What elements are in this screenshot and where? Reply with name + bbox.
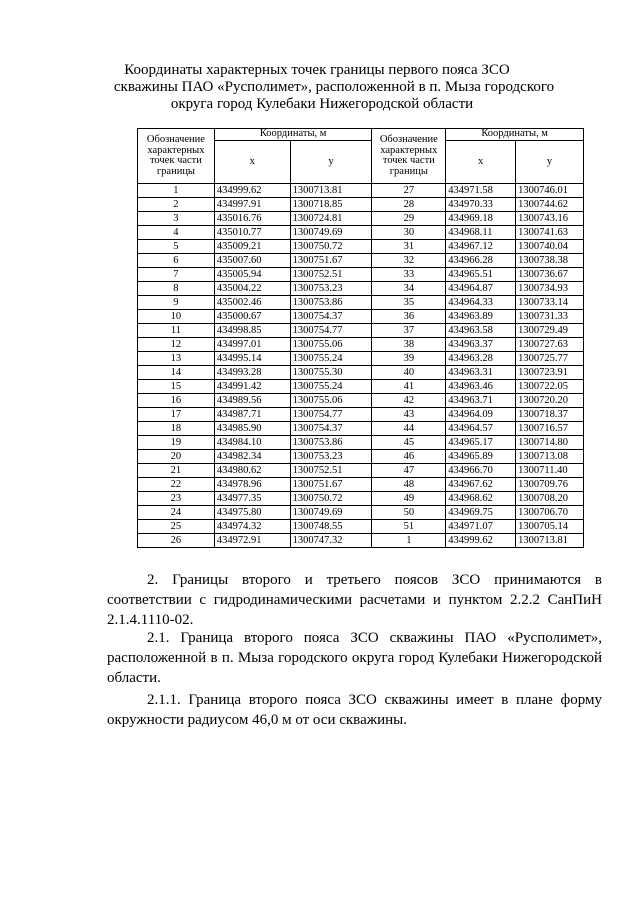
- cell-point-right: 28: [372, 198, 446, 212]
- cell-y-right: 1300734.93: [516, 282, 584, 296]
- cell-x-right: 434963.89: [446, 310, 516, 324]
- table-row: [138, 338, 584, 352]
- cell-point-right: 50: [372, 506, 446, 520]
- cell-x-left: 434980.62: [214, 464, 290, 478]
- cell-point-right: 32: [372, 254, 446, 268]
- header-x-left: х: [214, 141, 290, 184]
- table-row: [138, 492, 584, 506]
- cell-y-left: 1300751.67: [290, 254, 372, 268]
- coordinates-table-body: [138, 184, 584, 548]
- cell-x-left: 435009.21: [214, 240, 290, 254]
- cell-x-right: 434967.12: [446, 240, 516, 254]
- cell-point-left: 19: [138, 436, 215, 450]
- cell-y-right: 1300713.81: [516, 534, 584, 548]
- cell-y-right: 1300722.05: [516, 380, 584, 394]
- cell-x-left: 435016.76: [214, 212, 290, 226]
- cell-y-left: 1300751.67: [290, 478, 372, 492]
- cell-y-left: 1300724.81: [290, 212, 372, 226]
- cell-point-right: 48: [372, 478, 446, 492]
- cell-x-left: 434975.80: [214, 506, 290, 520]
- cell-y-left: 1300713.81: [290, 184, 372, 198]
- cell-point-left: 22: [138, 478, 215, 492]
- cell-y-left: 1300752.51: [290, 268, 372, 282]
- cell-x-left: 435002.46: [214, 296, 290, 310]
- cell-y-left: 1300755.24: [290, 352, 372, 366]
- table-row: [138, 198, 584, 212]
- cell-y-left: 1300754.37: [290, 310, 372, 324]
- cell-x-left: 434998.85: [214, 324, 290, 338]
- cell-point-right: 44: [372, 422, 446, 436]
- cell-point-right: 30: [372, 226, 446, 240]
- cell-point-left: 4: [138, 226, 215, 240]
- table-row: [138, 324, 584, 338]
- header-coordinates-left: Координаты, м: [214, 129, 372, 141]
- cell-point-right: 36: [372, 310, 446, 324]
- cell-x-right: 434963.31: [446, 366, 516, 380]
- table-row: [138, 282, 584, 296]
- cell-point-left: 16: [138, 394, 215, 408]
- cell-x-right: 434965.17: [446, 436, 516, 450]
- cell-y-right: 1300723.91: [516, 366, 584, 380]
- cell-x-right: 434969.18: [446, 212, 516, 226]
- cell-x-left: 434991.42: [214, 380, 290, 394]
- coordinates-table: [137, 128, 584, 548]
- cell-point-left: 14: [138, 366, 215, 380]
- cell-x-left: 434978.96: [214, 478, 290, 492]
- cell-y-left: 1300753.23: [290, 282, 372, 296]
- table-row: [138, 366, 584, 380]
- cell-x-right: 434966.28: [446, 254, 516, 268]
- cell-point-left: 9: [138, 296, 215, 310]
- table-row: [138, 408, 584, 422]
- cell-point-right: 43: [372, 408, 446, 422]
- cell-y-right: 1300741.63: [516, 226, 584, 240]
- cell-x-left: 435000.67: [214, 310, 290, 324]
- cell-x-left: 434999.62: [214, 184, 290, 198]
- table-row: [138, 310, 584, 324]
- title-line-3: округа город Кулебаки Нижегородской области: [170, 96, 474, 112]
- cell-x-left: 434995.14: [214, 352, 290, 366]
- cell-point-right: 27: [372, 184, 446, 198]
- cell-y-left: 1300754.77: [290, 324, 372, 338]
- table-row: [138, 478, 584, 492]
- cell-x-right: 434964.57: [446, 422, 516, 436]
- cell-x-left: 434989.56: [214, 394, 290, 408]
- cell-y-left: 1300749.69: [290, 226, 372, 240]
- table-row: [138, 240, 584, 254]
- header-y-right: у: [516, 141, 584, 184]
- cell-x-right: 434963.46: [446, 380, 516, 394]
- cell-y-right: 1300716.57: [516, 422, 584, 436]
- cell-x-left: 434985.90: [214, 422, 290, 436]
- cell-y-left: 1300747.32: [290, 534, 372, 548]
- cell-x-right: 434964.33: [446, 296, 516, 310]
- table-row: [138, 226, 584, 240]
- cell-x-left: 435004.22: [214, 282, 290, 296]
- cell-x-right: 434964.87: [446, 282, 516, 296]
- cell-y-left: 1300754.37: [290, 422, 372, 436]
- cell-point-right: 47: [372, 464, 446, 478]
- cell-point-left: 24: [138, 506, 215, 520]
- paragraph-2: 2. Границы второго и третьего поясов ЗСО принимаются в соответствии с гидродинамическими расчетами и пунктом 2.2.2 СанПиН 2.1.4.1110-02.: [107, 572, 602, 628]
- cell-point-right: 41: [372, 380, 446, 394]
- cell-x-right: 434967.62: [446, 478, 516, 492]
- cell-y-left: 1300753.86: [290, 296, 372, 310]
- cell-y-right: 1300718.37: [516, 408, 584, 422]
- cell-y-left: 1300754.77: [290, 408, 372, 422]
- cell-y-right: 1300705.14: [516, 520, 584, 534]
- cell-point-left: 13: [138, 352, 215, 366]
- cell-x-left: 434972.91: [214, 534, 290, 548]
- cell-x-right: 434963.28: [446, 352, 516, 366]
- cell-x-right: 434968.11: [446, 226, 516, 240]
- cell-y-right: 1300736.67: [516, 268, 584, 282]
- table-row: [138, 436, 584, 450]
- cell-point-right: 51: [372, 520, 446, 534]
- cell-point-right: 31: [372, 240, 446, 254]
- cell-y-left: 1300755.30: [290, 366, 372, 380]
- title-line-1: Координаты характерных точек границы первого пояса ЗСО: [124, 62, 510, 78]
- cell-point-left: 1: [138, 184, 215, 198]
- cell-x-right: 434970.33: [446, 198, 516, 212]
- cell-y-left: 1300755.06: [290, 338, 372, 352]
- cell-point-right: 39: [372, 352, 446, 366]
- cell-x-right: 434971.07: [446, 520, 516, 534]
- cell-point-left: 23: [138, 492, 215, 506]
- cell-point-right: 35: [372, 296, 446, 310]
- cell-y-right: 1300713.08: [516, 450, 584, 464]
- cell-y-left: 1300749.69: [290, 506, 372, 520]
- table-row: [138, 380, 584, 394]
- cell-y-right: 1300729.49: [516, 324, 584, 338]
- cell-y-left: 1300750.72: [290, 240, 372, 254]
- cell-x-left: 435010.77: [214, 226, 290, 240]
- cell-x-right: 434966.70: [446, 464, 516, 478]
- cell-y-right: 1300733.14: [516, 296, 584, 310]
- cell-x-left: 434982.34: [214, 450, 290, 464]
- cell-y-right: 1300743.16: [516, 212, 584, 226]
- cell-point-left: 10: [138, 310, 215, 324]
- cell-point-right: 46: [372, 450, 446, 464]
- table-row: [138, 520, 584, 534]
- cell-x-right: 434963.37: [446, 338, 516, 352]
- cell-x-right: 434963.58: [446, 324, 516, 338]
- cell-point-left: 17: [138, 408, 215, 422]
- cell-y-right: 1300746.01: [516, 184, 584, 198]
- document-title: [0, 62, 640, 113]
- cell-point-left: 25: [138, 520, 215, 534]
- cell-x-right: 434971.58: [446, 184, 516, 198]
- paragraph-2-1-1: 2.1.1. Граница второго пояса ЗСО скважины имеет в плане форму окружности радиусом 46,0 м от оси скважины.: [107, 692, 602, 728]
- cell-y-right: 1300744.62: [516, 198, 584, 212]
- table-row: [138, 506, 584, 520]
- cell-point-right: 37: [372, 324, 446, 338]
- cell-y-left: 1300750.72: [290, 492, 372, 506]
- cell-x-left: 434987.71: [214, 408, 290, 422]
- cell-y-left: 1300748.55: [290, 520, 372, 534]
- cell-x-right: 434964.09: [446, 408, 516, 422]
- cell-point-left: 8: [138, 282, 215, 296]
- cell-x-left: 434974.32: [214, 520, 290, 534]
- table-row: [138, 296, 584, 310]
- cell-x-left: 434993.28: [214, 366, 290, 380]
- table-row: [138, 534, 584, 548]
- cell-point-right: 45: [372, 436, 446, 450]
- cell-y-left: 1300753.86: [290, 436, 372, 450]
- cell-point-right: 33: [372, 268, 446, 282]
- cell-point-left: 20: [138, 450, 215, 464]
- cell-point-left: 11: [138, 324, 215, 338]
- cell-x-right: 434965.51: [446, 268, 516, 282]
- cell-point-left: 18: [138, 422, 215, 436]
- cell-y-right: 1300706.70: [516, 506, 584, 520]
- cell-point-right: 1: [372, 534, 446, 548]
- cell-point-right: 29: [372, 212, 446, 226]
- cell-y-left: 1300752.51: [290, 464, 372, 478]
- cell-y-left: 1300755.06: [290, 394, 372, 408]
- cell-y-right: 1300709.76: [516, 478, 584, 492]
- cell-x-left: 434997.01: [214, 338, 290, 352]
- cell-point-left: 6: [138, 254, 215, 268]
- table-row: [138, 422, 584, 436]
- cell-point-right: 38: [372, 338, 446, 352]
- cell-x-left: 435005.94: [214, 268, 290, 282]
- cell-point-left: 5: [138, 240, 215, 254]
- header-designation-right: Обозначение характерных точек части границы: [372, 129, 446, 184]
- cell-y-right: 1300738.38: [516, 254, 584, 268]
- cell-x-right: 434963.71: [446, 394, 516, 408]
- header-y-left: у: [290, 141, 372, 184]
- cell-x-left: 434977.35: [214, 492, 290, 506]
- table-row: [138, 464, 584, 478]
- cell-y-right: 1300711.40: [516, 464, 584, 478]
- table-row: [138, 268, 584, 282]
- header-coordinates-right: Координаты, м: [446, 129, 584, 141]
- cell-point-left: 21: [138, 464, 215, 478]
- cell-y-right: 1300731.33: [516, 310, 584, 324]
- table-row: [138, 394, 584, 408]
- cell-point-left: 15: [138, 380, 215, 394]
- cell-y-left: 1300753.23: [290, 450, 372, 464]
- table-row: [138, 450, 584, 464]
- cell-x-left: 434984.10: [214, 436, 290, 450]
- cell-x-right: 434968.62: [446, 492, 516, 506]
- cell-y-left: 1300718.85: [290, 198, 372, 212]
- cell-x-left: 435007.60: [214, 254, 290, 268]
- table-row: [138, 212, 584, 226]
- title-line-2: скважины ПАО «Русполимет», расположенной в п. Мыза городского: [113, 79, 555, 95]
- cell-point-left: 26: [138, 534, 215, 548]
- cell-point-right: 34: [372, 282, 446, 296]
- cell-point-left: 12: [138, 338, 215, 352]
- cell-point-right: 40: [372, 366, 446, 380]
- table-row: [138, 352, 584, 366]
- cell-point-left: 3: [138, 212, 215, 226]
- cell-y-right: 1300714.80: [516, 436, 584, 450]
- cell-point-left: 7: [138, 268, 215, 282]
- paragraph-2-1: 2.1. Граница второго пояса ЗСО скважины ПАО «Русполимет», расположенной в п. Мыза городского округа город Кулебаки Нижегородской области.: [107, 630, 602, 686]
- cell-point-right: 49: [372, 492, 446, 506]
- header-designation-left: Обозначение характерных точек части границы: [138, 129, 215, 184]
- cell-point-right: 42: [372, 394, 446, 408]
- cell-y-left: 1300755.24: [290, 380, 372, 394]
- cell-x-right: 434965.89: [446, 450, 516, 464]
- cell-point-left: 2: [138, 198, 215, 212]
- cell-y-right: 1300720.20: [516, 394, 584, 408]
- cell-y-right: 1300708.20: [516, 492, 584, 506]
- cell-x-right: 434969.75: [446, 506, 516, 520]
- cell-y-right: 1300725.77: [516, 352, 584, 366]
- cell-x-right: 434999.62: [446, 534, 516, 548]
- table-row: [138, 254, 584, 268]
- cell-x-left: 434997.91: [214, 198, 290, 212]
- header-x-right: х: [446, 141, 516, 184]
- table-row: [138, 184, 584, 198]
- cell-y-right: 1300727.63: [516, 338, 584, 352]
- cell-y-right: 1300740.04: [516, 240, 584, 254]
